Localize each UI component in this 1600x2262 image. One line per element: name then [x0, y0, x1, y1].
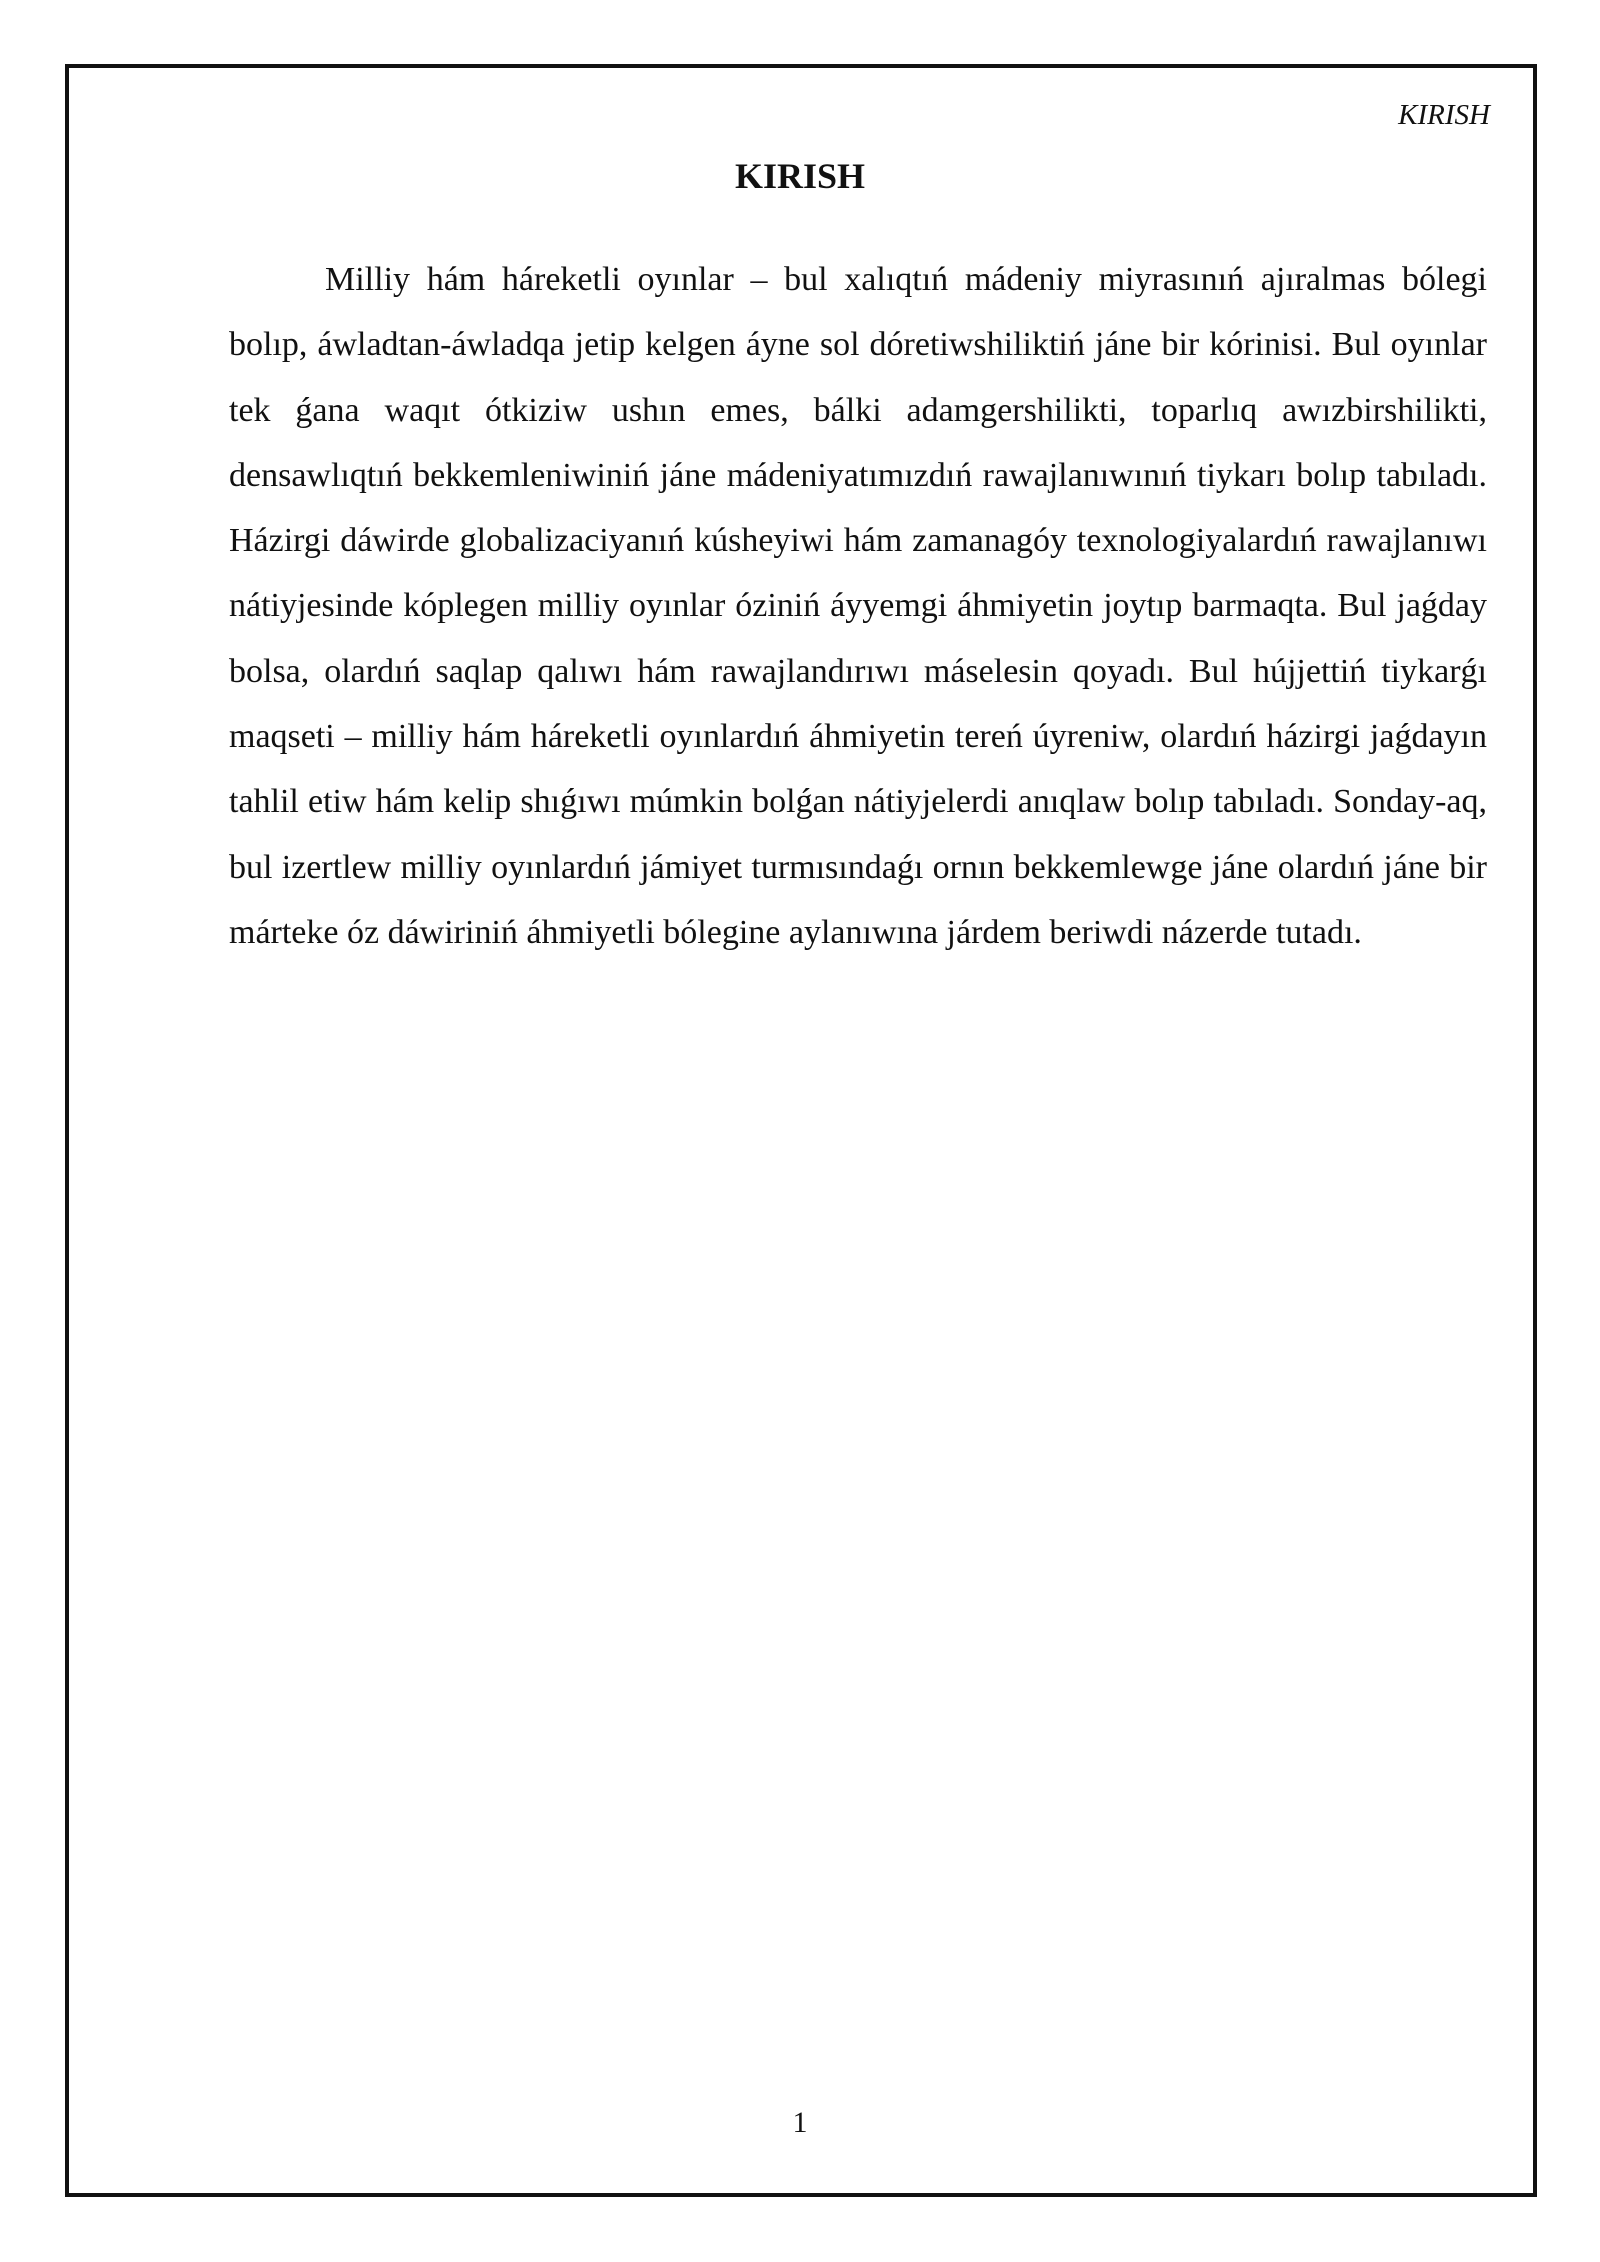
page-number: 1	[792, 2106, 808, 2139]
body-paragraph: Milliy hám háreketli oyınlar – bul xalıqtıń mádeniy miyrasınıń ajıralmas bólegi bolıp, áwladtan-áwladqa jetip kelgen áyne sol dóretiwshiliktiń jáne bir kórinisi. Bul oyınlar tek ǵana waqıt ótkiziw ushın emes, bálki adamgershilikti, toparlıq awızbirshilikti, densawlıqtıń bekkemleniwiniń jáne mádeniyatımızdıń rawajlanıwınıń tiykarı bolıp tabıladı. Házirgi dáwirde globalizaciyanıń kúsheyiwi hám zamanagóy texnologiyalardıń rawajlanıwı nátiyjesinde kóplegen milliy oyınlar óziniń áyyemgi áhmiyetin joytıp barmaqta. Bul jaǵday bolsa, olardıń saqlap qalıwı hám rawajlandırıwı máselesin qoyadı. Bul hújjettiń tiykarǵı maqseti – milliy hám háreketli oyınlardıń áhmiyetin tereń úyreniw, olardıń házirgi jaǵdayın tahlil etiw hám kelip shıǵıwı múmkin bolǵan nátiyjelerdi anıqlaw bolıp tabıladı. Sonday-aq, bul izertlew milliy oyınlardıń jámiyet turmısındaǵı ornın bekkemlewge jáne olardıń jáne bir márteke óz dáwiriniń áhmiyetli bólegine aylanıwına járdem beriwdi názerde tutadı.	[229, 261, 1487, 951]
section-heading: KIRISH	[734, 156, 866, 196]
running-header: KIRISH	[1398, 99, 1490, 131]
